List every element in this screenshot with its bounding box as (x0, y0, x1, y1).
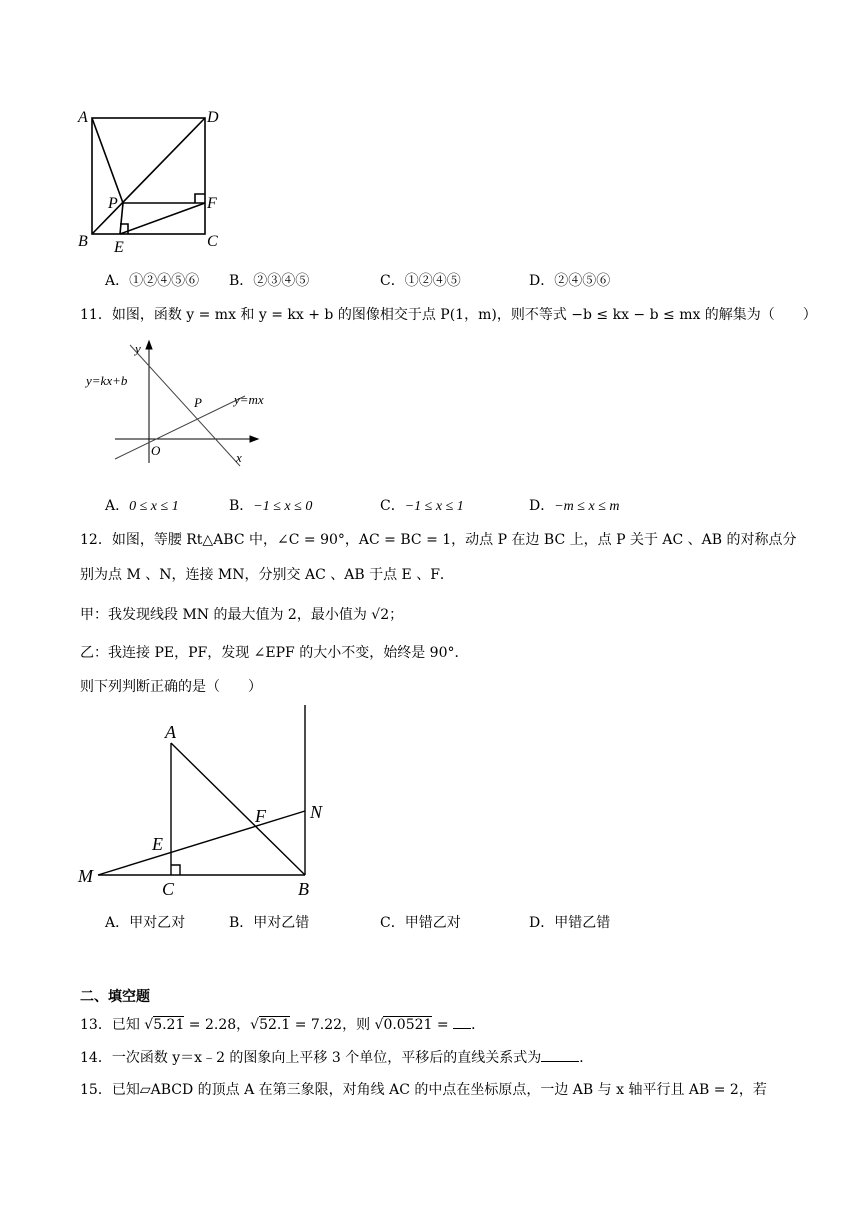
q13-prefix: 13．已知 (80, 1017, 145, 1033)
label-y: y (135, 341, 141, 356)
q13-stem (80, 1014, 485, 1034)
section-title-fill-in: 二、填空题 (80, 989, 150, 1005)
segment-pe (120, 203, 123, 234)
label-c: C (162, 879, 175, 899)
q10-option-c[interactable] (380, 270, 461, 290)
q11-option-a[interactable] (105, 495, 179, 515)
sqrt-sign: √ (250, 1017, 260, 1033)
label-p: P (108, 195, 118, 212)
label-a: A (165, 722, 176, 742)
radicand-3: 0.0521 (383, 1017, 433, 1033)
value-1: = 2.28， (184, 1017, 251, 1033)
segment-ef (120, 203, 205, 234)
q14-text: 14．一次函数 y＝x﹣2 的图象向上平移 3 个单位，平移后的直线关系式为 (80, 1050, 542, 1066)
q11-option-c[interactable] (380, 495, 464, 515)
q15-stem: 15．已知▱ABCD 的顶点 A 在第三象限，对角线 AC 的中点在坐标原点，一边 AB 与 x 轴平行且 AB = 2，若 (80, 1082, 767, 1098)
label-e: E (114, 239, 124, 256)
option-text: −m ≤ x ≤ m (554, 499, 620, 514)
option-letter: A． (105, 915, 130, 931)
q12-option-d[interactable] (529, 912, 610, 932)
q12-figure (70, 700, 340, 900)
option-text: 甲对乙对 (129, 915, 186, 931)
option-letter: D． (529, 273, 555, 289)
segment-ab (171, 743, 305, 875)
label-c: C (207, 233, 218, 250)
radicand-2: 52.1 (259, 1017, 291, 1033)
q10-figure (70, 100, 230, 260)
q14-stem (80, 1047, 593, 1067)
label-x: x (236, 450, 242, 465)
option-letter: B． (229, 915, 254, 931)
x-arrow (250, 436, 258, 442)
option-letter: D． (529, 915, 555, 931)
answer-blank[interactable] (541, 1061, 579, 1062)
label-m: M (78, 866, 93, 886)
segment-bd (92, 118, 205, 234)
segment-ap (92, 118, 123, 203)
y-arrow (146, 341, 152, 349)
option-letter: B． (229, 498, 254, 514)
q12-line2: 别为点 M 、N，连接 MN，分别交 AC 、AB 于点 E 、F． (80, 567, 454, 583)
answer-blank[interactable] (453, 1028, 471, 1029)
sqrt-sign: √ (144, 1017, 154, 1033)
option-letter: B． (229, 273, 254, 289)
label-n: N (310, 802, 323, 822)
q11-option-d[interactable] (529, 495, 619, 515)
q11-option-b[interactable] (229, 495, 312, 515)
q12-line1: 12．如图，等腰 Rt△ABC 中，∠C = 90°，AC = BC = 1，动点 P 在边 BC 上，点 P 关于 AC 、AB 的对称点分 (80, 532, 797, 548)
label-f: F (207, 195, 217, 212)
q11-stem: 11．如图，函数 y = mx 和 y = kx + b 的图像相交于点 P(1，m)，则不等式 −b ≤ kx − b ≤ mx 的解集为（ ） (80, 307, 817, 323)
segment-mn (98, 811, 305, 875)
radicand-1: 5.21 (153, 1017, 185, 1033)
q11-figure (80, 335, 280, 470)
label-b: B (298, 879, 309, 899)
q12-option-b[interactable] (229, 912, 309, 932)
option-letter: D． (529, 498, 555, 514)
label-kx-plus-b: y=kx+b (86, 373, 128, 388)
right-angle-c (171, 865, 180, 875)
label-p: P (194, 395, 202, 410)
option-letter: C． (380, 273, 405, 289)
option-text: 甲错乙对 (404, 915, 461, 931)
option-letter: C． (380, 498, 405, 514)
label-o: O (151, 443, 161, 458)
right-angle-f (195, 194, 205, 203)
label-d: D (207, 109, 219, 126)
option-text: −1 ≤ x ≤ 1 (404, 499, 464, 514)
label-e: E (152, 834, 163, 854)
option-text: ①②④⑤⑥ (129, 273, 200, 289)
q13-end: ． (471, 1017, 486, 1033)
line-kx-plus-b (130, 345, 240, 466)
label-mx: y=mx (234, 392, 264, 407)
option-text: −1 ≤ x ≤ 0 (253, 499, 313, 514)
value-3: = (432, 1017, 454, 1033)
q12-option-c[interactable] (380, 912, 461, 932)
q12-yi: 乙：我连接 PE，PF，发现 ∠EPF 的大小不变，始终是 90°． (80, 645, 469, 661)
q12-ask: 则下列判断正确的是（ ） (80, 679, 262, 695)
option-text: 0 ≤ x ≤ 1 (129, 499, 179, 514)
label-a: A (78, 109, 88, 126)
option-text: ①②④⑤ (404, 273, 461, 289)
label-f: F (255, 806, 266, 826)
option-text: ②③④⑤ (253, 273, 310, 289)
value-2: = 7.22，则 (290, 1017, 375, 1033)
label-b: B (78, 233, 88, 250)
q10-option-a[interactable] (105, 270, 199, 290)
q10-option-d[interactable] (529, 270, 610, 290)
option-letter: A． (105, 273, 130, 289)
sqrt-sign: √ (374, 1017, 384, 1033)
option-text: 甲对乙错 (253, 915, 310, 931)
q14-end: ． (579, 1050, 594, 1066)
q12-option-a[interactable] (105, 912, 185, 932)
q12-jia: 甲：我发现线段 MN 的最大值为 2，最小值为 √2； (80, 607, 404, 623)
q10-option-b[interactable] (229, 270, 309, 290)
option-letter: A． (105, 498, 130, 514)
option-letter: C． (380, 915, 405, 931)
option-text: ②④⑤⑥ (554, 273, 611, 289)
option-text: 甲错乙错 (554, 915, 611, 931)
